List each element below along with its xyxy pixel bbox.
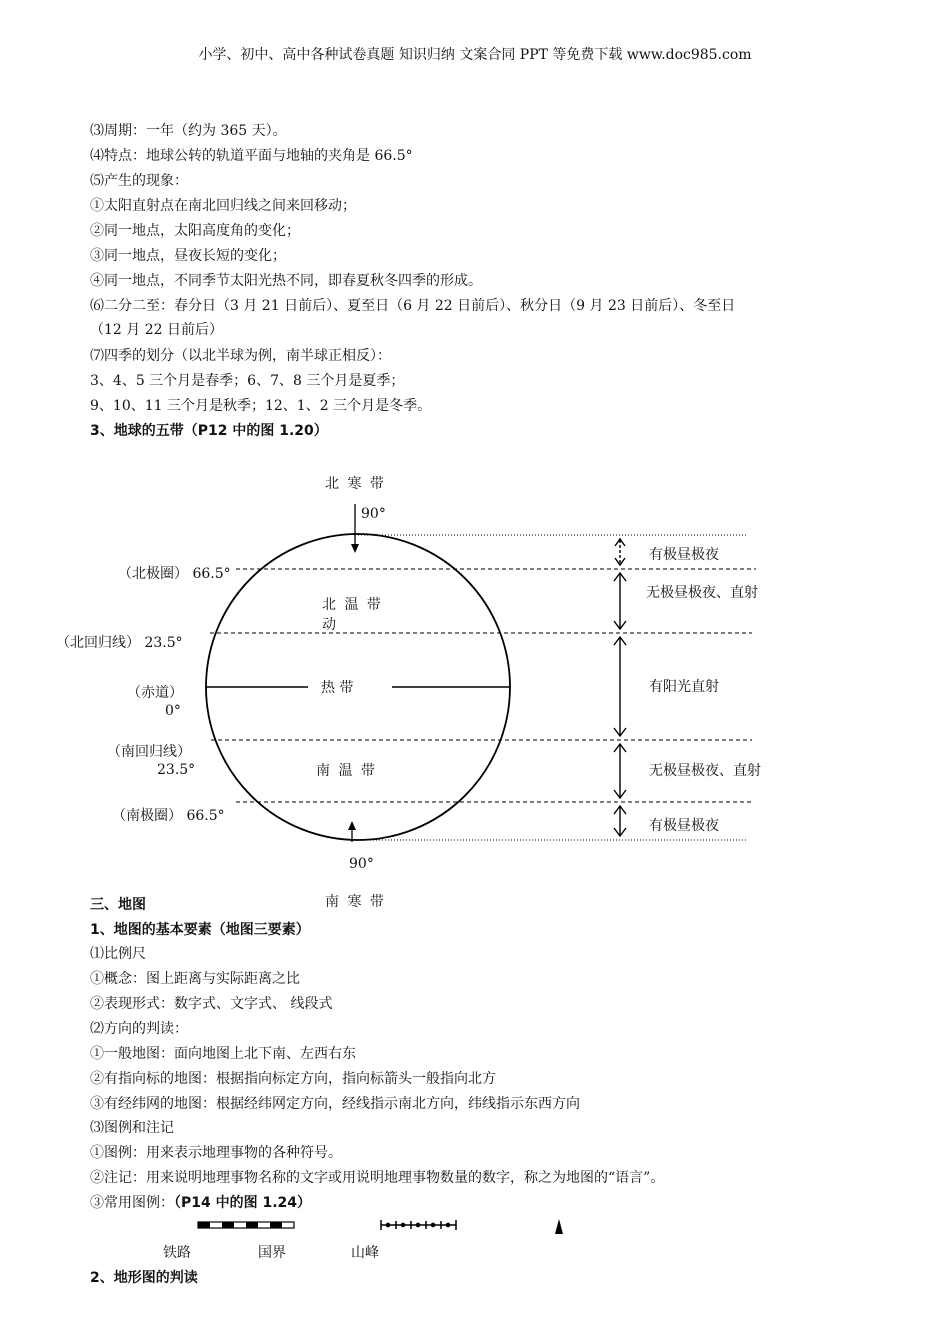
- text-line: ⑵方向的判读：: [90, 1021, 188, 1037]
- text-line: 3、4、5 三个月是春季；6、7、8 三个月是夏季；: [90, 373, 405, 389]
- equator-label: （赤道）: [127, 685, 183, 701]
- text-line: ②表现形式：数字式、文字式、 线段式: [90, 996, 333, 1012]
- text-line: ③有经纬网的地图：根据经纬网定方向，经线指示南北方向，纬线指示东西方向: [90, 1096, 580, 1112]
- right-label-polar-south: 有极昼极夜: [649, 818, 719, 834]
- north-90-label: 90°: [361, 506, 386, 522]
- peak-symbol: [555, 1219, 563, 1234]
- text-line: ②有指向标的地图：根据指向标定方向，指向标箭头一般指向北方: [90, 1071, 496, 1087]
- text-line: ⑷特点：地球公转的轨道平面与地轴的夹角是 66.5°: [90, 148, 413, 164]
- text-line: ①图例：用来表示地理事物的各种符号。: [90, 1145, 342, 1161]
- text-line: ①概念：图上距离与实际距离之比: [90, 971, 300, 987]
- legend-railway-label: 铁路: [163, 1245, 191, 1261]
- south-90-label: 90°: [349, 856, 374, 872]
- arctic-circle-label: （北极圈） 66.5°: [118, 566, 231, 582]
- text-line: ⑸产生的现象：: [90, 173, 188, 189]
- text-line: 9、10、11 三个月是秋季；12、1、2 三个月是冬季。: [90, 398, 432, 414]
- page-header: 小学、初中、高中各种试卷真题 知识归纳 文案合同 PPT 等免费下载 www.doc985.com: [198, 47, 752, 63]
- tropic-capricorn-degree: 23.5°: [157, 762, 196, 778]
- tropic-cancer-label: （北回归线） 23.5°: [56, 635, 183, 651]
- text-line: ⑴比例尺: [90, 946, 146, 962]
- legend-peak-label: 山峰: [351, 1245, 379, 1261]
- railway-symbol: [198, 1222, 294, 1228]
- text-line: ⑶周期：一年（约为 365 天）。: [90, 123, 287, 139]
- text-line: ④同一地点，不同季节太阳光热不同，即春夏秋冬四季的形成。: [90, 273, 482, 289]
- antarctic-circle-label: （南极圈） 66.5°: [112, 808, 225, 824]
- subsection-heading: 1、地图的基本要素（地图三要素）: [90, 922, 310, 938]
- text-line: ①太阳直射点在南北回归线之间来回移动；: [90, 198, 356, 214]
- legend-intro-line: [90, 1193, 311, 1213]
- north-temperate-label: 北 温 带: [322, 597, 383, 613]
- text-line: ③同一地点，昼夜长短的变化；: [90, 248, 286, 264]
- north-frigid-label: 北 寒 带: [325, 476, 386, 492]
- right-label-temperate-south: 无极昼极夜、直射: [649, 763, 761, 779]
- north-temperate-extra: 动: [322, 617, 336, 633]
- text-line: ⑺四季的划分（以北半球为例，南半球正相反）：: [90, 348, 391, 364]
- subsection-heading: 2、地形图的判读: [90, 1270, 198, 1286]
- south-temperate-label: 南 温 带: [316, 763, 377, 779]
- text-line: ⑶图例和注记: [90, 1120, 174, 1136]
- torrid-zone-label: 热 带: [321, 680, 354, 696]
- right-label-tropics: 有阳光直射: [649, 679, 719, 695]
- equator-degree: 0°: [165, 703, 181, 719]
- section-heading: 3、地球的五带（P12 中的图 1.20）: [90, 423, 328, 439]
- legend-border-label: 国界: [258, 1245, 286, 1261]
- text-line: ②同一地点，太阳高度角的变化；: [90, 223, 300, 239]
- range-arrows: [614, 539, 626, 836]
- right-label-polar-north: 有极昼极夜: [649, 547, 719, 563]
- legend-intro-prefix: ③常用图例：: [90, 1195, 174, 1211]
- text-line: ①一般地图：面向地图上北下南、左西右东: [90, 1046, 356, 1062]
- text-line: （12 月 22 日前后）: [90, 322, 223, 338]
- legend-intro-ref: （P14 中的图 1.24）: [174, 1195, 312, 1211]
- text-line: ⑹二分二至：春分日（3 月 21 日前后）、夏至日（6 月 22 日前后）、秋分日（9 月 23 日前后）、冬至日: [90, 298, 736, 314]
- tropic-capricorn-label: （南回归线）: [107, 744, 191, 760]
- section-heading: 三、地图: [90, 897, 146, 913]
- border-symbol: [381, 1220, 456, 1230]
- right-label-temperate-north: 无极昼极夜、直射: [646, 585, 758, 601]
- south-frigid-label: 南 寒 带: [325, 894, 386, 910]
- text-line: ②注记：用来说明地理事物名称的文字或用说明地理事物数量的数字，称之为地图的“语言”。: [90, 1170, 665, 1186]
